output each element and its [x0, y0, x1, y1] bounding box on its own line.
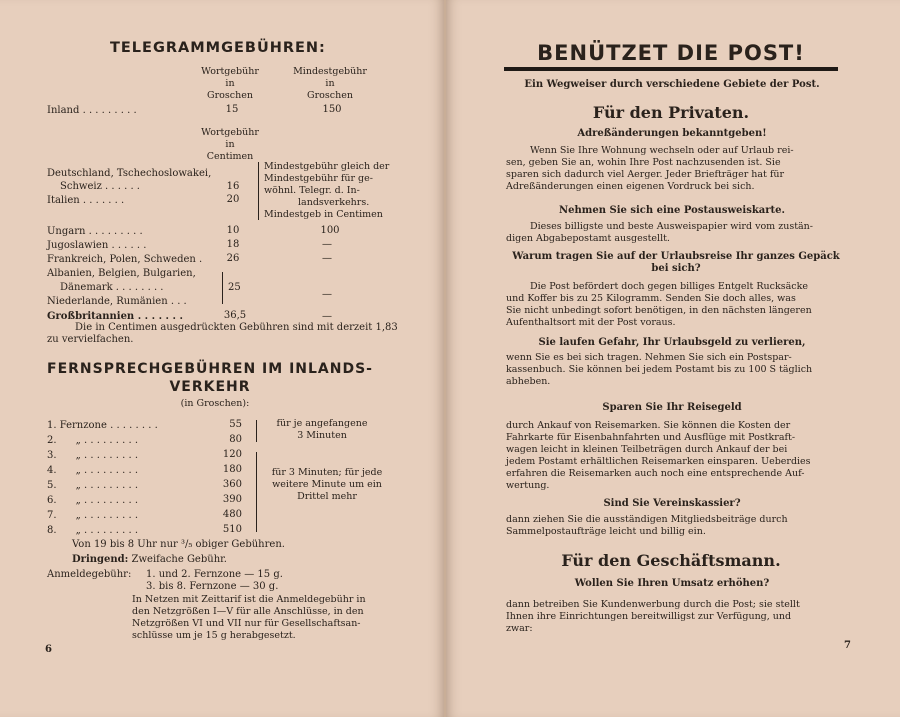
text-line: dann ziehen Sie die ausständigen Mitgliedsbeiträge durch	[506, 514, 788, 525]
country-name: Schweiz . . . . . .	[60, 181, 140, 192]
registration-line: 3. bis 8. Fernzone — 30 g.	[146, 581, 279, 592]
urgent-label: Dringend:	[72, 554, 129, 565]
ditto-mark: „	[75, 480, 81, 491]
zone-label: 6. „ . . . . . . . . .	[47, 495, 139, 506]
ditto-mark: „	[75, 465, 81, 476]
inland-label: Inland . . . . . . . . .	[47, 105, 137, 116]
ditto-mark: „	[75, 450, 81, 461]
zone-text: 1. Fernzone	[47, 420, 107, 431]
header-line: Groschen	[207, 90, 253, 101]
title-rule	[504, 67, 838, 71]
zone-value: 510	[222, 524, 242, 535]
page-number: 7	[844, 640, 851, 651]
zone-label: 2. „ . . . . . . . . .	[47, 435, 139, 446]
header-line: in	[325, 78, 335, 89]
telegram-fees-title: TELEGRAMMGEBÜHREN:	[110, 40, 326, 56]
ditto-mark: „	[75, 435, 81, 446]
note-line: schlüsse um je 15 g herabgesetzt.	[132, 630, 296, 641]
country-name: Niederlande, Rumänien . . .	[47, 296, 187, 307]
note-line: wöhnl. Telegr. d. In-	[264, 185, 360, 196]
subtitle: Ein Wegweiser durch verschiedene Gebiete der Post.	[524, 79, 820, 90]
club-treasurer-heading: Sind Sie Vereinskassier?	[603, 498, 741, 509]
text-line: wertung.	[506, 480, 550, 491]
zone-value: 180	[222, 464, 242, 475]
registration-label: Anmeldegebühr:	[47, 569, 132, 580]
country-text: Niederlande, Rumänien	[47, 296, 168, 307]
text-line: Wenn Sie Ihre Wohnung wechseln oder auf Urlaub rei-	[530, 145, 794, 156]
business-heading: Für den Geschäftsmann.	[561, 551, 781, 570]
zone-label: 3. „ . . . . . . . . .	[47, 450, 139, 461]
inland-word-fee: 15	[225, 104, 239, 115]
country-value: 16	[226, 181, 240, 192]
header-line: Wortgebühr	[201, 127, 259, 138]
heading-line: bei sich?	[651, 263, 701, 274]
zone-label: 7. „ . . . . . . . . .	[47, 510, 139, 521]
sales-heading: Wollen Sie Ihren Umsatz erhöhen?	[574, 578, 770, 589]
travel-savings-text	[506, 420, 811, 492]
note-line: für 3 Minuten; für jede	[271, 467, 383, 478]
title-line: FERNSPRECHGEBÜHREN IM INLANDS-	[47, 361, 373, 377]
country-text: Großbritannien	[47, 311, 135, 322]
phone-fees-subtitle: (in Groschen):	[180, 398, 250, 409]
country-text: Italien	[47, 195, 80, 206]
text-line: Sammelpostaufträge leicht und billig ein.	[506, 526, 706, 537]
text-line: Aufenthaltsort mit der Post voraus.	[506, 317, 676, 328]
zone-text: 5.	[47, 480, 57, 491]
text-line: kassenbuch. Sie können bei jedem Postamt bis zu 100 S täglich	[506, 364, 813, 375]
urgent-text: Zweifache Gebühr.	[131, 554, 227, 565]
zone-value: 80	[229, 434, 242, 445]
country-value: 10	[226, 225, 240, 236]
header-line: Groschen	[307, 90, 353, 101]
country-name: Ungarn . . . . . . . . .	[47, 226, 143, 237]
text-line: wenn Sie es bei sich tragen. Nehmen Sie sich ein Postspar-	[506, 352, 792, 363]
zone-text: 3.	[47, 450, 57, 461]
title-line: VERKEHR	[169, 379, 251, 395]
inland-min-fee: 150	[322, 104, 342, 115]
zone-value: 360	[222, 479, 242, 490]
text-line: Adreßänderungen einen eigenen Vordruck bei sich.	[506, 181, 755, 192]
country-text: Jugoslawien	[47, 240, 109, 251]
country-value: 36,5	[223, 310, 247, 321]
brace	[256, 452, 257, 532]
header-line: Mindestgebühr	[293, 66, 367, 77]
note-line: weitere Minute um ein	[272, 479, 382, 490]
word-fee-header	[192, 66, 268, 102]
right-page	[446, 0, 900, 717]
note-line: 3 Minuten	[297, 430, 347, 441]
country-text: Ungarn	[47, 226, 86, 237]
country-name: Italien . . . . . . .	[47, 195, 125, 206]
id-card-heading: Nehmen Sie sich eine Postausweiskarte.	[559, 205, 785, 216]
private-heading: Für den Privaten.	[592, 103, 750, 122]
page-number: 6	[45, 644, 52, 655]
centimen-note	[47, 322, 398, 346]
text-line: durch Ankauf von Reisemarken. Sie können die Kosten der	[506, 420, 791, 431]
brace	[256, 420, 257, 442]
ditto-mark: „	[75, 525, 81, 536]
note-line: Mindestgebühr gleich der	[264, 161, 390, 172]
text-line: sparen sich dadurch viel Aerger. Jeder Briefträger hat für	[506, 169, 785, 180]
ditto-mark: „	[75, 510, 81, 521]
country-name: Dänemark . . . . . . . .	[60, 282, 164, 293]
note-line: den Netzgrößen I—V für alle Anschlüsse, in den	[132, 606, 364, 617]
text-line: Dieses billigste und beste Ausweispapier wird vom zustän-	[530, 221, 814, 232]
country-min-value: 100	[320, 225, 340, 236]
note-line: landsverkehrs.	[298, 197, 370, 208]
country-text: Frankreich, Polen, Schweden	[47, 254, 196, 265]
note-line: Mindestgebühr für ge-	[264, 173, 373, 184]
zone-text: 4.	[47, 465, 57, 476]
country-value: 20	[226, 194, 240, 205]
note-line: Netzgrößen VI und VII nur für Gesellschaftsan-	[132, 618, 361, 629]
country-name: Frankreich, Polen, Schweden .	[47, 254, 203, 265]
text-line: digen Abgabepostamt ausgestellt.	[506, 233, 670, 244]
ditto-mark: „	[75, 495, 81, 506]
zone-value: 390	[222, 494, 242, 505]
country-value: 18	[226, 239, 240, 250]
text-line: dann betreiben Sie Kundenwerbung durch die Post; sie stellt	[506, 599, 800, 610]
zone-note-short	[262, 418, 382, 442]
text-line: wagen leicht in kleinen Teilbeträgen durch Ankauf der bei	[506, 444, 788, 455]
country-value: 25	[228, 282, 241, 293]
vacation-money-heading: Sie laufen Gefahr, Ihr Urlaubsgeld zu verlieren,	[538, 337, 806, 348]
id-card-text	[506, 221, 813, 245]
travel-savings-heading: Sparen Sie Ihr Reisegeld	[602, 402, 742, 413]
country-name: Jugoslawien . . . . . .	[47, 240, 147, 251]
dash: —	[322, 289, 332, 300]
zone-value: 120	[222, 449, 242, 460]
night-tariff-note: Von 19 bis 8 Uhr nur ³/₅ obiger Gebühren.	[72, 539, 285, 550]
country-value: 26	[226, 253, 240, 264]
brace-note	[264, 161, 389, 221]
zone-text: 8.	[47, 525, 57, 536]
luggage-text	[506, 281, 812, 329]
header-line: in	[225, 139, 235, 150]
heading-line: Warum tragen Sie auf der Urlaubsreise Ihr ganzes Gepäck	[512, 251, 840, 262]
text-line: Die Post befördert doch gegen billiges Entgelt Rucksäcke	[530, 281, 808, 292]
country-text: Schweiz	[60, 181, 102, 192]
phone-fees-title	[40, 360, 380, 396]
zone-text: 2.	[47, 435, 57, 446]
zone-value: 55	[229, 419, 242, 430]
text-line: zwar:	[506, 623, 533, 634]
note-line: In Netzen mit Zeittarif ist die Anmeldegebühr in	[132, 594, 366, 605]
registration-lines	[146, 569, 283, 593]
registration-note	[132, 594, 366, 642]
address-change-text	[506, 145, 794, 193]
club-treasurer-text	[506, 514, 788, 538]
country-name: Deutschland, Tschechoslowakei,	[47, 168, 212, 179]
text-line: Ihnen ihre Einrichtungen bereitwilligst zur Verfügung, und	[506, 611, 792, 622]
note-line: Drittel mehr	[297, 491, 357, 502]
zone-label: 1. Fernzone . . . . . . . .	[47, 420, 158, 431]
registration-line: 1. und 2. Fernzone — 15 g.	[146, 569, 283, 580]
header-line: Centimen	[206, 151, 254, 162]
zone-text: 7.	[47, 510, 57, 521]
text-line: und Koffer bis zu 25 Kilogramm. Senden Sie doch alles, was	[506, 293, 796, 304]
urgent-line	[72, 554, 227, 566]
address-change-heading: Adreßänderungen bekanntgeben!	[577, 128, 767, 139]
zone-text: 6.	[47, 495, 57, 506]
vacation-money-text	[506, 352, 812, 388]
country-text: Dänemark	[60, 282, 113, 293]
zone-label: 5. „ . . . . . . . . .	[47, 480, 139, 491]
note-line: Mindestgeb in Centimen	[264, 209, 383, 220]
brace	[222, 272, 223, 304]
text-line: jedem Postamt erhältlichen Reisemarken einsparen. Ueberdies	[506, 456, 811, 467]
min-fee-header	[290, 66, 370, 102]
zone-note-long	[262, 467, 392, 503]
brace	[258, 162, 259, 220]
dash: —	[322, 253, 332, 264]
sales-text	[506, 599, 800, 635]
main-title: BENÜTZET DIE POST!	[537, 41, 805, 65]
text-line: sen, geben Sie an, wohin Ihre Post nachzusenden ist. Sie	[506, 157, 781, 168]
country-name: Großbritannien . . . . . . .	[47, 311, 183, 322]
left-page	[0, 0, 444, 717]
luggage-heading	[496, 251, 856, 275]
note-line: Die in Centimen ausgedrückten Gebühren sind mit derzeit 1,83	[75, 322, 398, 333]
dash: —	[322, 239, 332, 250]
dash: —	[322, 311, 332, 322]
zone-label: 4. „ . . . . . . . . .	[47, 465, 139, 476]
inland-text: Inland	[47, 105, 80, 116]
header-line: Wortgebühr	[201, 66, 259, 77]
zone-value: 480	[222, 509, 242, 520]
text-line: Fahrkarte für Eisenbahnfahrten und Ausflüge mit Postkraft-	[506, 432, 796, 443]
note-line: für je angefangene	[276, 418, 368, 429]
text-line: erfahren die Reisemarken auch noch eine entsprechende Auf-	[506, 468, 805, 479]
centimen-header	[192, 127, 268, 163]
country-name: Albanien, Belgien, Bulgarien,	[47, 268, 196, 279]
text-line: abheben.	[506, 376, 551, 387]
note-line: zu vervielfachen.	[47, 334, 134, 345]
zone-label: 8. „ . . . . . . . . .	[47, 525, 139, 536]
text-line: Sie nicht unbedingt sofort benötigen, in den nächsten längeren	[506, 305, 812, 316]
header-line: in	[225, 78, 235, 89]
